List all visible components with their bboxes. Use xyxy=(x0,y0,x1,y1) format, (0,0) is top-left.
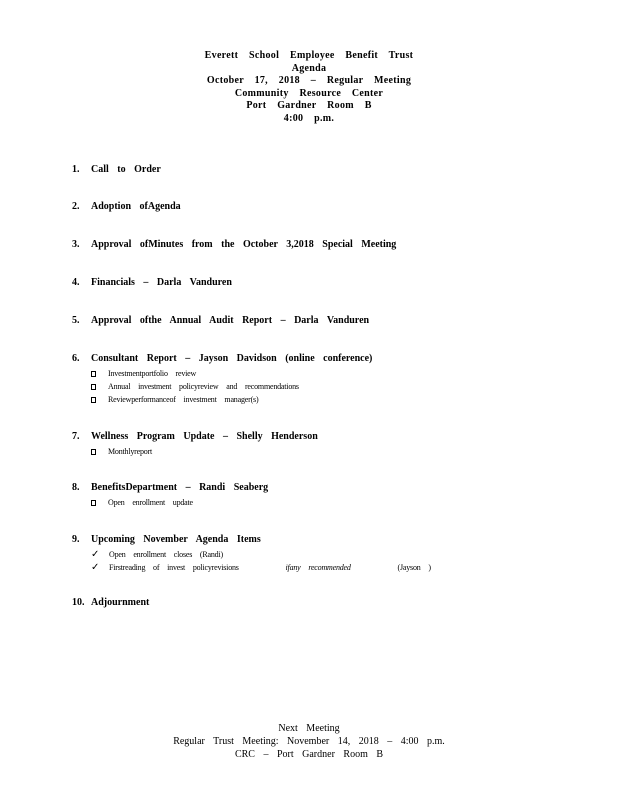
item-number: 5. xyxy=(72,315,80,326)
box-bullet-icon xyxy=(91,384,96,390)
item-title: Upcoming November Agenda Items xyxy=(91,534,261,545)
document-title: Agenda xyxy=(291,62,327,74)
check-item: ✓ Open enrollment closes (Randi) xyxy=(91,549,223,560)
box-bullet-icon xyxy=(91,500,96,506)
agenda-item-minutes xyxy=(72,239,592,250)
sub-item: Reviewperformanceof investment manager(s) xyxy=(91,393,592,406)
agenda-item-financials xyxy=(72,277,592,288)
item-title: Consultant Report – Jayson Davidson (online conference) xyxy=(91,353,373,364)
next-meeting-footer xyxy=(0,722,618,761)
sub-list xyxy=(91,367,592,406)
agenda-item-audit xyxy=(72,315,592,326)
agenda-item-consultant xyxy=(72,353,592,406)
item-title: Approval ofMinutes from the October 3,2018 Special Meeting xyxy=(91,239,397,250)
item-number: 10. xyxy=(72,597,85,608)
item-title: Approval ofthe Annual Audit Report – Darla Vanduren xyxy=(91,315,370,326)
meeting-venue: Community Resource Center xyxy=(234,87,384,99)
agenda-item-benefits xyxy=(72,482,592,509)
sub-list xyxy=(91,496,592,509)
agenda-item-call-to-order xyxy=(72,164,592,175)
agenda-header xyxy=(0,50,618,126)
item-number: 2. xyxy=(72,201,80,212)
check-item: ✓ Firstreading of invest policyrevisions ifany recommended (Jayson ) xyxy=(91,562,431,573)
check-list xyxy=(91,548,592,574)
sub-item: Investmentportfolio review xyxy=(91,367,592,380)
meeting-room: Port Gardner Room B xyxy=(246,100,372,112)
next-meeting-heading: Next Meeting xyxy=(278,723,340,734)
box-bullet-icon xyxy=(91,449,96,455)
item-number: 7. xyxy=(72,431,80,442)
meeting-time: 4:00 p.m. xyxy=(283,112,335,124)
sub-item: Open enrollment update xyxy=(91,496,592,509)
meeting-date: October 17, 2018 – Regular Meeting xyxy=(206,75,412,87)
sub-item: Annual investment policyreview and recommendations xyxy=(91,380,592,393)
item-number: 1. xyxy=(72,164,80,175)
box-bullet-icon xyxy=(91,371,96,377)
item-title: Adoption ofAgenda xyxy=(91,201,181,212)
next-meeting-location: CRC – Port Gardner Room B xyxy=(234,749,384,760)
agenda-item-wellness xyxy=(72,431,592,458)
item-title: Wellness Program Update – Shelly Henderson xyxy=(91,431,318,442)
organization-name: Everett School Employee Benefit Trust xyxy=(204,50,414,61)
box-bullet-icon xyxy=(91,397,96,403)
item-number: 3. xyxy=(72,239,80,250)
sub-item: Monthlyreport xyxy=(91,445,592,458)
agenda-item-upcoming xyxy=(72,534,592,574)
item-number: 6. xyxy=(72,353,80,364)
item-title: BenefitsDepartment – Randi Seaberg xyxy=(91,482,269,493)
sub-list xyxy=(91,445,592,458)
checkmark-icon: ✓ xyxy=(91,549,100,560)
item-number: 4. xyxy=(72,277,80,288)
item-title: Call to Order xyxy=(91,164,161,175)
checkmark-icon: ✓ xyxy=(91,562,100,573)
item-title: Adjournment xyxy=(91,597,150,608)
item-number: 9. xyxy=(72,534,80,545)
item-number: 8. xyxy=(72,482,80,493)
item-title: Financials – Darla Vanduren xyxy=(91,277,232,288)
agenda-item-adjournment xyxy=(72,597,592,608)
agenda-item-adoption xyxy=(72,201,592,212)
next-meeting-date: Regular Trust Meeting: November 14, 2018 – 4:00 p.m. xyxy=(173,736,445,747)
